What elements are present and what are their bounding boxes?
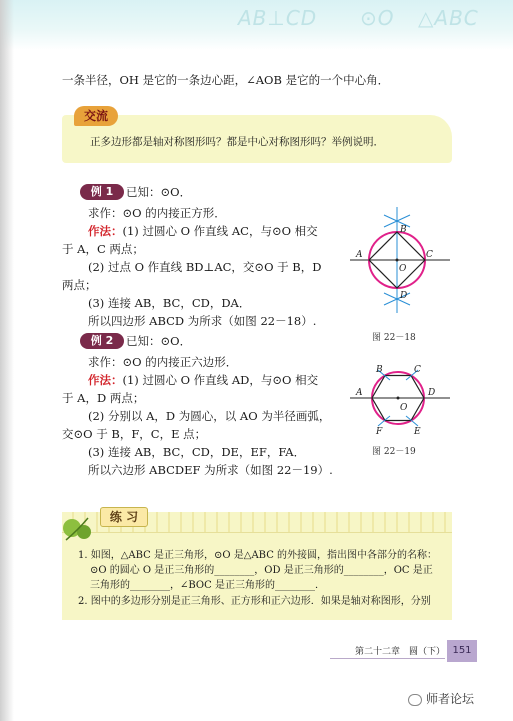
label-o-2: O (400, 403, 408, 413)
practice-q2: 2. 图中的多边形分别是正三角形、正方形和正六边形．如果是轴对称图形，分别 (78, 596, 431, 607)
example-1-step1-text: (1) 过圆心 O 作直线 AC，与⊙O 相交 (122, 224, 318, 238)
watermark (408, 690, 474, 707)
example-2-step1-text: (1) 过圆心 O 作直线 AD，与⊙O 相交 (122, 373, 319, 387)
header-deco-triangle: △ABC (418, 6, 479, 30)
label-b-2: B (376, 365, 383, 375)
figure-22-19-caption: 图 22－19 (372, 447, 416, 457)
header-band (0, 0, 513, 50)
label-f-2: F (376, 427, 383, 437)
example-2-method-label: 作法： (88, 373, 123, 387)
label-d: D (400, 291, 408, 301)
example-1-step2-cont: 两点； (62, 278, 97, 292)
example-1-tag: 例 1 (80, 184, 124, 200)
example-2-step1-cont: 于 A，D 两点； (62, 391, 145, 405)
example-1-result: 所以四边形 ABCD 为所求（如图 22－18）. (88, 314, 317, 328)
exchange-tag: 交流 (74, 106, 118, 126)
watermark-text: 师者论坛 (426, 692, 475, 706)
practice-tag: 练 习 (100, 507, 148, 527)
header-deco-circle: ⊙O (360, 6, 395, 30)
wechat-icon (408, 694, 422, 706)
leaf-icon (58, 510, 98, 544)
example-2-result: 所以六边形 ABCDEF 为所求（如图 22－19）. (88, 463, 333, 477)
footer-divider (330, 658, 445, 659)
label-a-2: A (356, 388, 363, 398)
page-number: 151 (447, 640, 477, 662)
header-deco-perpendicular: AB⊥CD (238, 6, 318, 30)
example-1-given: 已知：⊙O． (126, 185, 192, 199)
example-2-tag: 例 2 (80, 333, 124, 349)
page-binding-shadow (0, 0, 14, 721)
label-e-2: E (414, 427, 421, 437)
practice-q1-line3: 三角形的________，∠BOC 是正三角形的________． (90, 580, 325, 591)
example-2-step1 (88, 372, 318, 388)
exchange-text: 正多边形都是轴对称图形吗？都是中心对称图形吗？举例说明． (90, 136, 384, 148)
example-2-given: 已知：⊙O． (126, 334, 192, 348)
label-c-2: C (414, 365, 421, 375)
center-point (396, 259, 399, 262)
label-b: B (400, 225, 407, 235)
label-o: O (399, 264, 407, 274)
label-d-2: D (428, 388, 436, 398)
example-1-method-label: 作法： (88, 224, 123, 238)
example-1-step3: (3) 连接 AB，BC，CD，DA． (88, 296, 251, 310)
example-1-step1-cont: 于 A，C 两点； (62, 242, 144, 256)
example-2-step3: (3) 连接 AB，BC，CD，DE，EF，FA． (88, 445, 306, 459)
example-2-ask: 求作：⊙O 的内接正六边形． (88, 355, 238, 369)
figure-22-19 (340, 360, 460, 440)
example-1-ask: 求作：⊙O 的内接正方形． (88, 206, 226, 220)
example-2-step2-cont: 交⊙O 于 B，F，C，E 点； (62, 427, 207, 441)
figure-22-18 (340, 205, 460, 325)
example-1-step1 (88, 223, 318, 239)
intro-line: 一条半径，OH 是它的一条边心距，∠AOB 是它的一个中心角． (62, 73, 390, 87)
practice-q1-line1: 1. 如图，△ABC 是正三角形，⊙O 是△ABC 的外接圆，指出图中各部分的名称： (78, 550, 438, 561)
chapter-footer: 第二十二章 圆（下） (355, 647, 446, 657)
center-point-2 (397, 397, 400, 400)
practice-q1-line2: ⊙O 的圆心 O 是正三角形的________，OD 是正三角形的________，OC 是正 (90, 565, 433, 576)
label-c: C (426, 250, 433, 260)
example-2-step2: (2) 分别以 A，D 为圆心，以 AO 为半径画弧， (88, 409, 331, 423)
example-1-step2: (2) 过点 O 作直线 BD⊥AC，交⊙O 于 B，D (88, 260, 322, 274)
figure-22-18-caption: 图 22－18 (372, 333, 416, 343)
label-a: A (356, 250, 363, 260)
